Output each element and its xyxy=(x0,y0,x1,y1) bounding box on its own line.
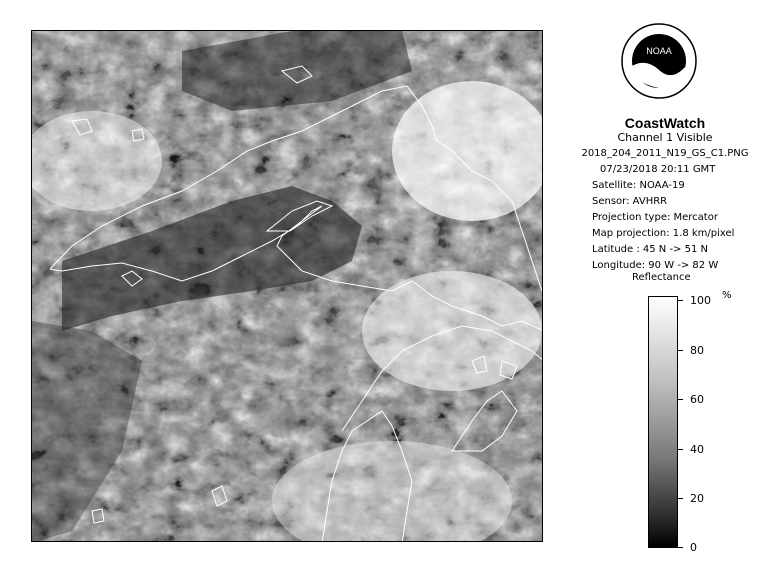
colorbar-tick xyxy=(678,449,683,450)
noaa-logo-text: NOAA xyxy=(646,46,672,56)
noaa-logo xyxy=(620,22,698,100)
colorbar-tick-label: 60 xyxy=(690,393,704,406)
colorbar-ticks xyxy=(678,294,738,554)
noaa-logo-icon xyxy=(620,22,698,100)
map-projection-label: Map projection: 1.8 km/pixel xyxy=(592,228,735,239)
colorbar-tick-label: 0 xyxy=(690,541,697,554)
datetime-label: 07/23/2018 20:11 GMT xyxy=(600,164,716,175)
sensor-label: Sensor: AVHRR xyxy=(592,196,668,207)
colorbar-tick xyxy=(678,498,683,499)
latitude-label: Latitude : 45 N -> 51 N xyxy=(592,244,708,255)
colorbar-tick-label: 20 xyxy=(690,492,704,505)
brand-title: CoastWatch xyxy=(624,115,706,131)
satellite-image-render xyxy=(32,31,543,542)
colorbar-tick-label: 80 xyxy=(690,344,704,357)
channel-label: Channel 1 Visible xyxy=(617,131,713,144)
projection-type-label: Projection type: Mercator xyxy=(592,212,718,223)
colorbar-tick xyxy=(678,350,683,351)
colorbar-tick-label: 40 xyxy=(690,443,704,456)
colorbar-tick xyxy=(678,399,683,400)
colorbar-tick xyxy=(678,547,683,548)
colorbar-unit: % xyxy=(722,290,732,301)
filename-label: 2018_204_2011_N19_GS_C1.PNG xyxy=(581,148,749,159)
longitude-label: Longitude: 90 W -> 82 W xyxy=(592,260,719,271)
colorbar-title: Reflectance xyxy=(632,272,691,283)
colorbar xyxy=(648,296,678,548)
colorbar-tick xyxy=(678,300,683,301)
satellite-label: Satellite: NOAA-19 xyxy=(592,180,685,191)
satellite-image xyxy=(31,30,543,542)
colorbar-tick-label: 100 xyxy=(690,294,711,307)
